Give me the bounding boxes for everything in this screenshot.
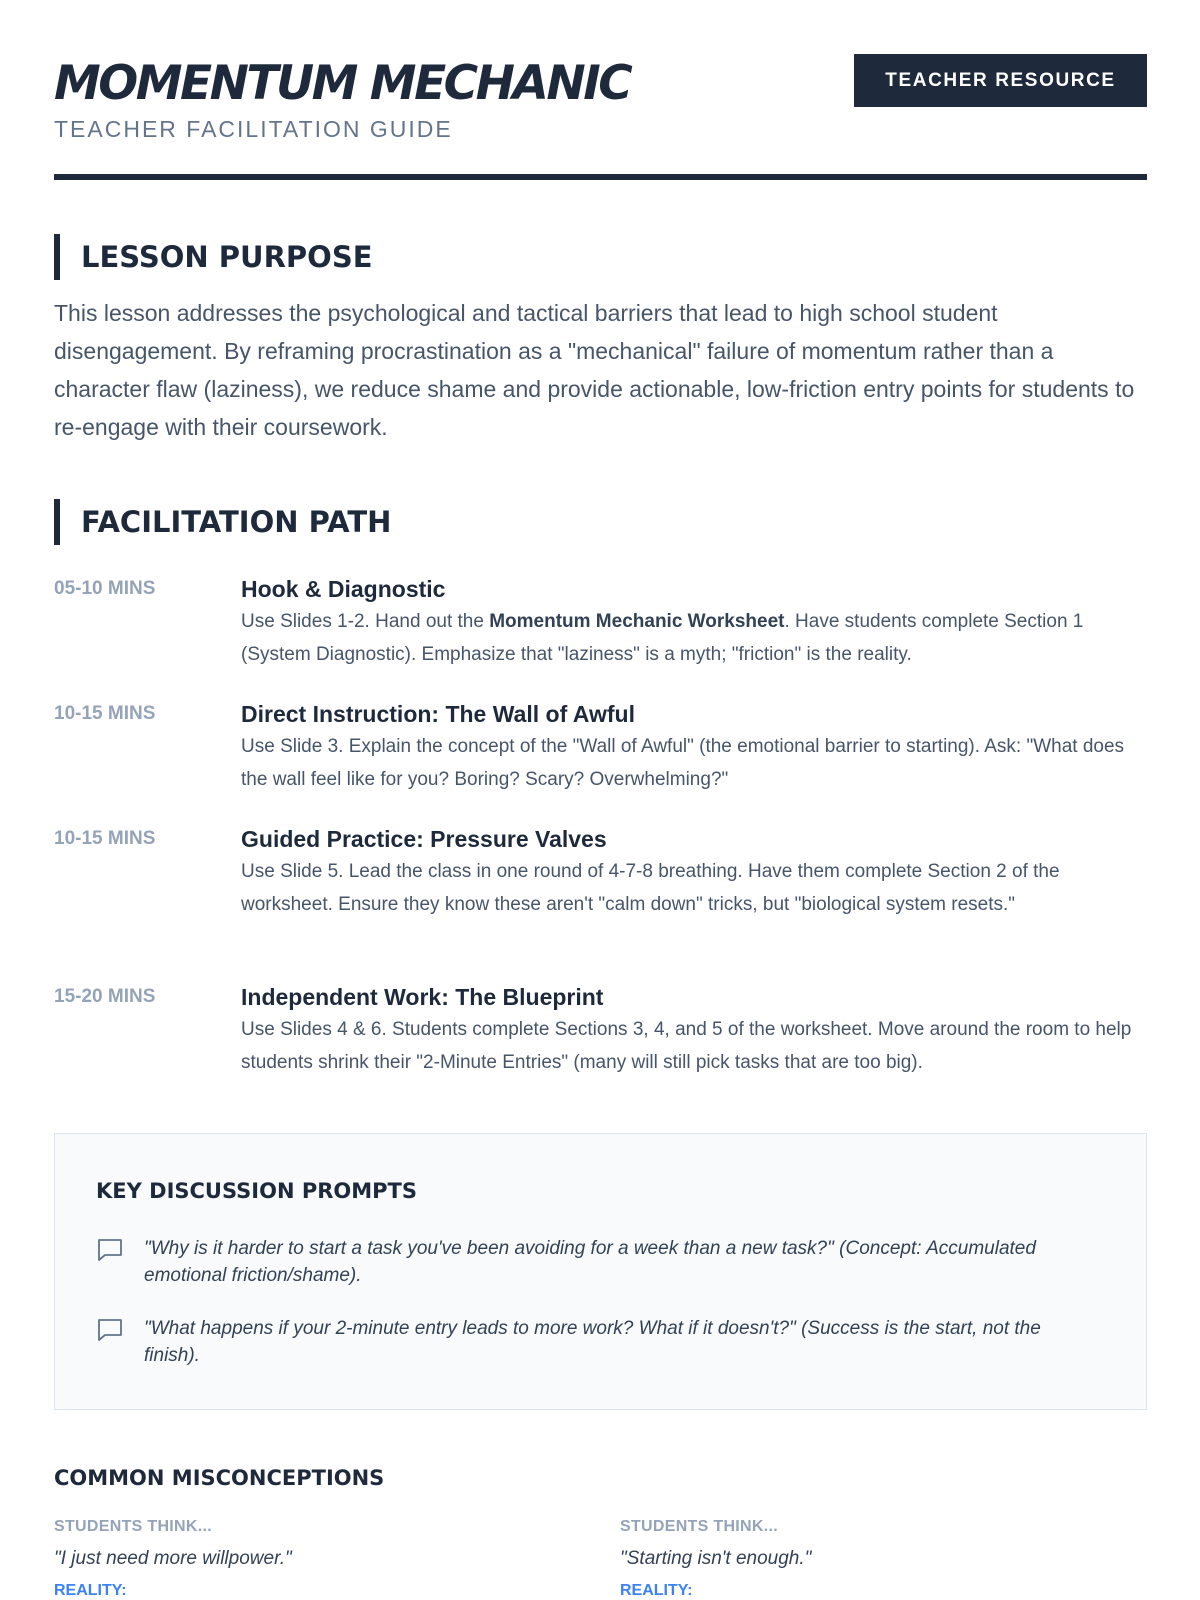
document-title: MOMENTUM MECHANIC (54, 56, 631, 111)
agenda-description-part: . Have students complete Section 1 (System Diagnostic). Emphasize that "laziness" is a myth; "friction" is the reality. (241, 611, 1084, 665)
agenda-title: Hook & Diagnostic (241, 576, 446, 602)
misconception-card (620, 1518, 1140, 1600)
teacher-resource-badge: TEACHER RESOURCE (854, 54, 1147, 107)
students-think-label: STUDENTS THINK... (54, 1518, 212, 1535)
agenda-content (241, 982, 1147, 1079)
agenda-description-part: Use Slides 1-2. Hand out the (241, 611, 490, 632)
agenda-description: Use Slide 5. Lead the class in one round of 4-7-8 breathing. Have them complete Section 2 of the worksheet. Ensure they know these aren't "calm down" tricks, but "biological system resets." (241, 861, 1060, 915)
agenda-time: 05-10 MINS (54, 578, 156, 599)
lesson-purpose-heading: LESSON PURPOSE (54, 234, 373, 280)
speech-bubble-icon (96, 1237, 124, 1263)
reality-label: REALITY: (620, 1582, 693, 1599)
worksheet-name: Momentum Mechanic Worksheet (489, 611, 785, 632)
header-divider (54, 174, 1147, 180)
discussion-prompts-heading: KEY DISCUSSION PROMPTS (96, 1179, 417, 1203)
discussion-prompts-panel (54, 1133, 1147, 1410)
students-think-label: STUDENTS THINK... (620, 1518, 778, 1535)
agenda-content (241, 699, 1147, 796)
document-header (54, 54, 1147, 180)
lesson-purpose-text: This lesson addresses the psychological and tactical barriers that lead to high school student disengagement. By reframing procrastination as a "mechanical" failure of momentum rather than a character flaw (laziness), we reduce shame and provide actionable, low-friction entry points for students to re-engage with their coursework. (54, 300, 1135, 440)
agenda-description: Use Slide 3. Explain the concept of the "Wall of Awful" (the emotional barrier to starting). Ask: "What does the wall feel like for you? Boring? Scary? Overwhelming?" (241, 736, 1125, 790)
discussion-prompt-text: "What happens if your 2-minute entry leads to more work? What if it doesn't?" (Success is the start, not the finish). (144, 1318, 1041, 1366)
discussion-prompt-text: "Why is it harder to start a task you've been avoiding for a week than a new task?" (Concept: Accumulated emotional friction/shame). (144, 1238, 1036, 1286)
misconception-quote: "I just need more willpower." (54, 1548, 292, 1569)
document-subtitle: TEACHER FACILITATION GUIDE (54, 116, 453, 142)
agenda-time: 15-20 MINS (54, 986, 156, 1007)
reality-label: REALITY: (54, 1582, 127, 1599)
misconceptions-heading: COMMON MISCONCEPTIONS (54, 1466, 385, 1490)
agenda-title: Direct Instruction: The Wall of Awful (241, 701, 635, 727)
speech-bubble-icon (96, 1317, 124, 1343)
agenda-description (241, 605, 1147, 671)
misconception-card (54, 1518, 574, 1600)
agenda-description: Use Slides 4 & 6. Students complete Sections 3, 4, and 5 of the worksheet. Move around the room to help students shrink their "2-Minute Entries" (many will still pick tasks that are too big). (241, 1019, 1132, 1073)
agenda-title: Independent Work: The Blueprint (241, 984, 604, 1010)
agenda-title: Guided Practice: Pressure Valves (241, 826, 607, 852)
document-page (54, 0, 1147, 1600)
agenda-time: 10-15 MINS (54, 703, 156, 724)
misconception-quote: "Starting isn't enough." (620, 1548, 812, 1569)
facilitation-path-heading: FACILITATION PATH (54, 499, 391, 545)
agenda-content (241, 824, 1147, 921)
agenda-content (241, 574, 1147, 671)
agenda-time: 10-15 MINS (54, 828, 156, 849)
